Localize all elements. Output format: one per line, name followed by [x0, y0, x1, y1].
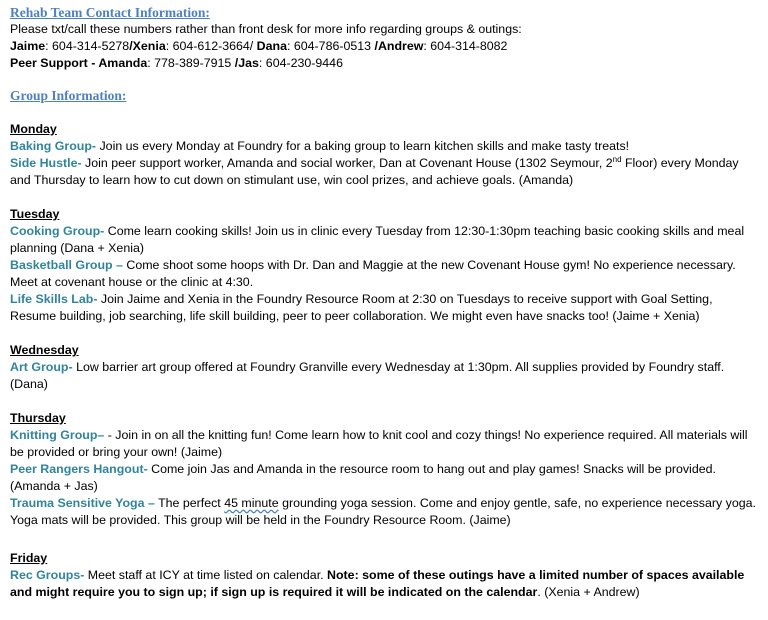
group-baking: [10, 138, 758, 155]
group-art: [10, 359, 758, 393]
group-description: Join Jaime and Xenia in the Foundry Resource Room at 2:30 on Tuesdays to receive support with Goal Setting, Resume building, job searching, life skill building, peer to peer collaboration. We might even have snacks too! (Jaime + Xenia): [10, 292, 713, 323]
group-description: . (Xenia + Andrew): [537, 585, 640, 599]
contact-intro: Please txt/call these numbers rather than front desk for more info regarding groups & outings:: [10, 22, 522, 36]
day-heading-tuesday: Tuesday: [10, 207, 60, 221]
staff-name: Andrew: [377, 39, 424, 53]
group-description: Join us every Monday at Foundry for a baking group to learn kitchen skills and make tasty treats!: [96, 139, 630, 153]
staff-name: Dana: [256, 39, 287, 53]
group-description: Come join Jas and Amanda in the resource room to hang out and play games! Snacks will be provided. (Amanda + Jas): [10, 462, 716, 493]
spellcheck-underlined-text: 45 minute: [224, 496, 279, 510]
group-trauma-yoga: [10, 495, 758, 529]
group-description: Join peer support worker, Amanda and social worker, Dan at Covenant House (1302 Seymour, 2: [81, 156, 613, 170]
peer-support-phone: 778-389-7915: [154, 56, 232, 70]
group-rec: [10, 567, 758, 601]
group-basketball: [10, 257, 758, 291]
group-name: Side Hustle-: [10, 156, 82, 170]
staff-phone: 604-314-5278: [52, 39, 130, 53]
group-knitting: [10, 427, 758, 461]
jas-name: Jas: [238, 56, 259, 70]
group-side-hustle: [10, 155, 758, 189]
group-name: Knitting Group–: [10, 428, 105, 442]
group-name: Art Group-: [10, 360, 73, 374]
group-description: Low barrier art group offered at Foundry Granville every Wednesday at 1:30pm. All supplies provided by Foundry staff. (Dana): [10, 360, 725, 391]
group-description: Floor) every Monday and Thursday to learn how to cut down on stimulant use, win cool prizes, and achieve goals. (Amanda): [10, 156, 739, 187]
group-description: - Join in on all the knitting fun! Come learn how to knit cool and cozy things! No experience required. All materials will be provided or bring your own! (Jaime): [10, 428, 748, 459]
group-name: Peer Rangers Hangout-: [10, 462, 148, 476]
group-description: Come shoot some hoops with Dr. Dan and Maggie at the new Covenant House gym! No experience necessary. Meet at covenant house or the clinic at 4:30.: [10, 258, 736, 289]
group-name: Trauma Sensitive Yoga –: [10, 496, 155, 510]
group-name: Cooking Group-: [10, 224, 105, 238]
rec-note: Note: some of these outings have a limited number of spaces available and might require you to sign up; if sign up is required it will be indicated on the calendar: [10, 568, 745, 599]
group-description: Come learn cooking skills! Join us in clinic every Tuesday from 12:30-1:30pm teaching basic cooking skills and meal planning (Dana + Xenia): [10, 224, 745, 255]
day-heading-wednesday: Wednesday: [10, 343, 79, 357]
staff-phone-line: Jaime: 604-314-5278/Xenia: 604-612-3664/ Dana: 604-786-0513 /Andrew: 604-314-8082: [10, 39, 508, 53]
staff-phone: 604-612-3664: [172, 39, 250, 53]
staff-name: Xenia: [132, 39, 166, 53]
day-heading-friday: Friday: [10, 551, 48, 565]
group-name: Rec Groups-: [10, 568, 85, 582]
staff-phone: 604-314-8082: [430, 39, 508, 53]
group-name: Baking Group-: [10, 139, 97, 153]
day-heading-monday: Monday: [10, 122, 57, 136]
peer-support-line: Peer Support - Amanda: 778-389-7915 /Jas: 604-230-9446: [10, 56, 343, 70]
day-heading-thursday: Thursday: [10, 411, 66, 425]
group-description: grounding yoga session. Come and enjoy gentle, safe, no experience necessary yoga. Yoga mats will be provided. This group will be held in the Foundry Resource Room. (Jaime): [10, 496, 756, 527]
group-info-heading: Group Information:: [10, 88, 127, 103]
group-life-skills: [10, 291, 758, 325]
contact-heading: Rehab Team Contact Information:: [10, 5, 210, 20]
jas-phone: 604-230-9446: [265, 56, 343, 70]
peer-support-label: Peer Support - Amanda: [10, 56, 148, 70]
group-name: Basketball Group –: [10, 258, 123, 272]
staff-name: Jaime: [10, 39, 46, 53]
staff-phone: 604-786-0513: [293, 39, 372, 53]
group-cooking: [10, 223, 758, 257]
group-description: Meet staff at ICY at time listed on calendar.: [84, 568, 328, 582]
group-peer-rangers: [10, 461, 758, 495]
group-description: The perfect: [154, 496, 225, 510]
group-name: Life Skills Lab-: [10, 292, 98, 306]
superscript: nd: [612, 154, 622, 164]
